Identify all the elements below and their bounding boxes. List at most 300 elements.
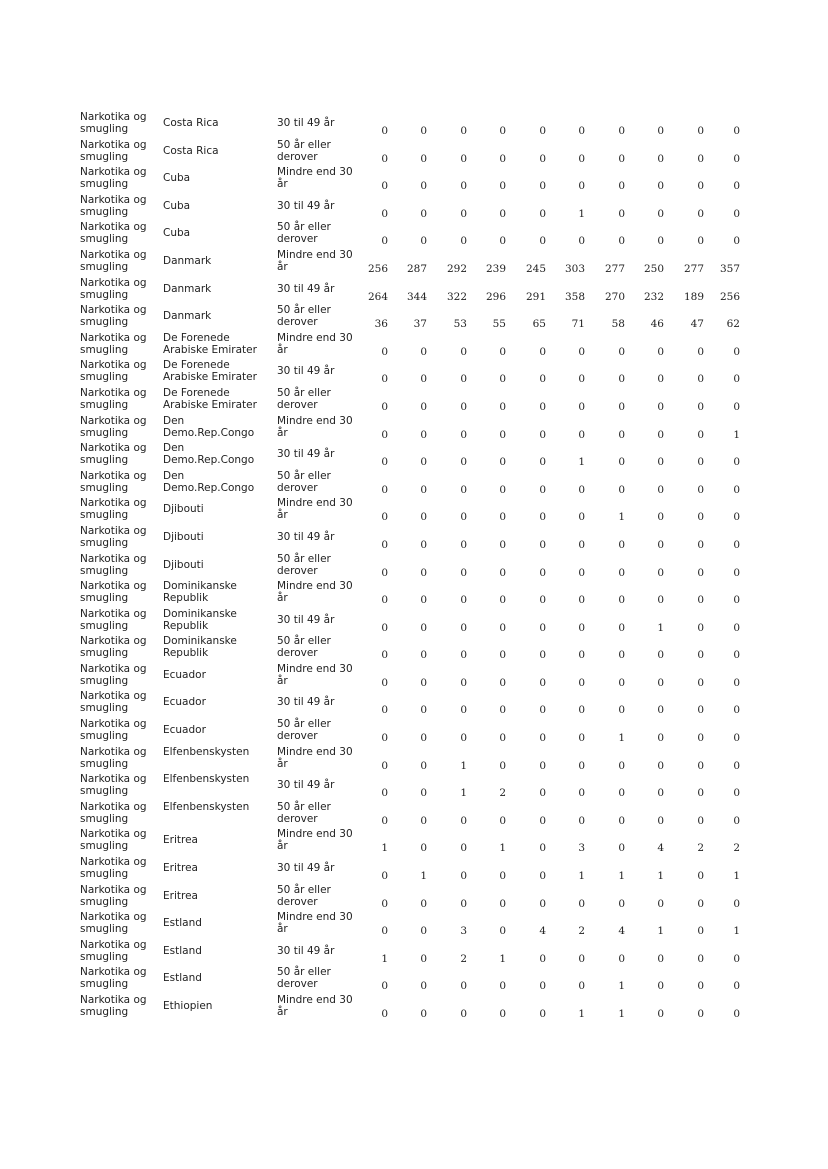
category-cell: Narkotika og smugling (80, 856, 147, 881)
value-cell: 0 (657, 511, 664, 524)
value-cell: 292 (446, 262, 467, 275)
category-cell: Narkotika og smugling (80, 138, 147, 163)
category-cell: Narkotika og smugling (80, 248, 147, 273)
category-cell: Narkotika og smugling (80, 331, 147, 356)
value-cell: 0 (697, 483, 704, 496)
value-cell: 0 (460, 538, 467, 551)
value-cell: 0 (578, 180, 585, 193)
value-cell: 0 (381, 704, 388, 717)
value-cell: 3 (578, 842, 585, 855)
value-cell: 2 (697, 842, 704, 855)
value-cell: 0 (618, 207, 625, 220)
category-cell: Narkotika og smugling (80, 911, 147, 936)
value-cell: 270 (604, 290, 625, 303)
value-cell: 0 (499, 980, 506, 993)
value-cell: 0 (460, 373, 467, 386)
table-row (80, 387, 750, 415)
category-cell: Narkotika og smugling (80, 718, 147, 743)
value-cell: 0 (733, 649, 740, 662)
value-cell: 1 (618, 732, 625, 745)
value-cell: 1 (499, 842, 506, 855)
value-cell: 0 (539, 759, 546, 772)
value-cell: 0 (578, 152, 585, 165)
value-cell: 1 (657, 621, 664, 634)
value-cell: 0 (499, 925, 506, 938)
country-cell: Cuba (163, 199, 191, 212)
country-cell: Danmark (163, 282, 212, 295)
value-cell: 58 (611, 318, 625, 331)
value-cell: 62 (726, 318, 740, 331)
value-cell: 0 (381, 897, 388, 910)
value-cell: 0 (420, 373, 427, 386)
value-cell: 0 (539, 704, 546, 717)
value-cell: 0 (460, 566, 467, 579)
value-cell: 0 (381, 566, 388, 579)
value-cell: 0 (539, 400, 546, 413)
value-cell: 0 (697, 566, 704, 579)
value-cell: 0 (420, 676, 427, 689)
value-cell: 0 (460, 704, 467, 717)
value-cell: 0 (733, 180, 740, 193)
value-cell: 0 (697, 125, 704, 137)
table-row (80, 911, 750, 939)
value-cell: 0 (420, 511, 427, 524)
value-cell: 0 (381, 428, 388, 441)
value-cell: 0 (460, 180, 467, 193)
value-cell: 0 (733, 207, 740, 220)
value-cell: 71 (571, 318, 585, 331)
age-group-cell: Mindre end 30 år (277, 745, 353, 770)
value-cell: 0 (733, 483, 740, 496)
value-cell: 0 (499, 759, 506, 772)
value-cell: 0 (460, 649, 467, 662)
category-cell: Narkotika og smugling (80, 938, 147, 963)
value-cell: 0 (733, 732, 740, 745)
value-cell: 0 (381, 787, 388, 800)
value-cell: 0 (539, 787, 546, 800)
value-cell: 0 (657, 538, 664, 551)
category-cell: Narkotika og smugling (80, 552, 147, 577)
value-cell: 0 (539, 676, 546, 689)
value-cell: 0 (381, 235, 388, 248)
value-cell: 1 (733, 925, 740, 938)
value-cell: 0 (539, 180, 546, 193)
value-cell: 0 (697, 759, 704, 772)
value-cell: 0 (697, 1008, 704, 1020)
value-cell: 0 (578, 732, 585, 745)
value-cell: 1 (618, 511, 625, 524)
value-cell: 0 (733, 787, 740, 800)
table-row (80, 525, 750, 553)
table-row (80, 856, 750, 884)
value-cell: 0 (381, 483, 388, 496)
value-cell: 0 (539, 207, 546, 220)
value-cell: 0 (381, 594, 388, 607)
age-group-cell: 30 til 49 år (277, 944, 335, 957)
country-cell: Den Demo.Rep.Congo (163, 442, 255, 467)
value-cell: 0 (697, 704, 704, 717)
value-cell: 0 (697, 207, 704, 220)
value-cell: 0 (657, 814, 664, 827)
value-cell: 1 (657, 925, 664, 938)
value-cell: 0 (578, 759, 585, 772)
value-cell: 0 (733, 759, 740, 772)
table-row (80, 304, 750, 332)
value-cell: 0 (733, 538, 740, 551)
category-cell: Narkotika og smugling (80, 828, 147, 853)
value-cell: 264 (367, 290, 388, 303)
value-cell: 357 (719, 262, 740, 275)
value-cell: 0 (539, 1008, 546, 1020)
value-cell: 303 (564, 262, 585, 275)
value-cell: 0 (499, 456, 506, 469)
value-cell: 0 (539, 125, 546, 137)
age-group-cell: Mindre end 30 år (277, 414, 353, 439)
value-cell: 0 (460, 980, 467, 993)
table-row (80, 139, 750, 167)
value-cell: 0 (420, 345, 427, 358)
value-cell: 0 (381, 456, 388, 469)
age-group-cell: Mindre end 30 år (277, 828, 353, 853)
country-cell: Costa Rica (163, 144, 219, 157)
value-cell: 0 (539, 456, 546, 469)
category-cell: Narkotika og smugling (80, 193, 147, 218)
value-cell: 0 (460, 207, 467, 220)
value-cell: 0 (499, 870, 506, 883)
value-cell: 1 (578, 870, 585, 883)
value-cell: 37 (413, 318, 427, 331)
value-cell: 0 (499, 428, 506, 441)
value-cell: 36 (374, 318, 388, 331)
value-cell: 0 (657, 897, 664, 910)
value-cell: 0 (420, 787, 427, 800)
value-cell: 2 (460, 952, 467, 965)
value-cell: 0 (697, 235, 704, 248)
value-cell: 1 (578, 207, 585, 220)
value-cell: 0 (420, 152, 427, 165)
country-cell: Estland (163, 917, 202, 930)
value-cell: 0 (697, 400, 704, 413)
value-cell: 0 (539, 594, 546, 607)
value-cell: 0 (733, 373, 740, 386)
value-cell: 0 (618, 897, 625, 910)
value-cell: 0 (499, 235, 506, 248)
value-cell: 0 (499, 676, 506, 689)
age-group-cell: 50 år eller derover (277, 800, 331, 825)
table-row (80, 994, 750, 1022)
value-cell: 0 (539, 621, 546, 634)
country-cell: Elfenbenskysten (163, 800, 250, 813)
table-row (80, 442, 750, 470)
value-cell: 0 (697, 980, 704, 993)
value-cell: 0 (460, 152, 467, 165)
table-row (80, 415, 750, 443)
value-cell: 0 (381, 373, 388, 386)
data-table (80, 111, 750, 1022)
age-group-cell: 50 år eller derover (277, 883, 331, 908)
value-cell: 0 (381, 345, 388, 358)
value-cell: 0 (618, 704, 625, 717)
value-cell: 0 (733, 814, 740, 827)
value-cell: 0 (460, 345, 467, 358)
value-cell: 0 (733, 676, 740, 689)
age-group-cell: 30 til 49 år (277, 282, 335, 295)
value-cell: 0 (618, 538, 625, 551)
value-cell: 0 (697, 538, 704, 551)
country-cell: Ethiopien (163, 1000, 213, 1012)
value-cell: 0 (381, 125, 388, 137)
category-cell: Narkotika og smugling (80, 304, 147, 329)
value-cell: 0 (381, 732, 388, 745)
category-cell: Narkotika og smugling (80, 386, 147, 411)
value-cell: 0 (499, 732, 506, 745)
value-cell: 0 (618, 676, 625, 689)
value-cell: 0 (460, 870, 467, 883)
value-cell: 0 (618, 594, 625, 607)
category-cell: Narkotika og smugling (80, 111, 147, 135)
country-cell: Elfenbenskysten (163, 745, 250, 758)
value-cell: 0 (420, 952, 427, 965)
value-cell: 0 (420, 842, 427, 855)
value-cell: 0 (697, 952, 704, 965)
table-row (80, 249, 750, 277)
value-cell: 0 (460, 897, 467, 910)
age-group-cell: Mindre end 30 år (277, 662, 353, 687)
age-group-cell: 50 år eller derover (277, 304, 331, 329)
value-cell: 0 (499, 207, 506, 220)
country-cell: De Forenede Arabiske Emirater (163, 331, 257, 356)
value-cell: 0 (657, 373, 664, 386)
value-cell: 0 (697, 814, 704, 827)
value-cell: 0 (499, 483, 506, 496)
value-cell: 0 (578, 980, 585, 993)
value-cell: 245 (525, 262, 546, 275)
age-group-cell: 30 til 49 år (277, 365, 335, 378)
value-cell: 0 (697, 787, 704, 800)
value-cell: 0 (460, 842, 467, 855)
category-cell: Narkotika og smugling (80, 607, 147, 632)
table-row (80, 801, 750, 829)
value-cell: 0 (697, 676, 704, 689)
value-cell: 0 (733, 621, 740, 634)
value-cell: 0 (499, 152, 506, 165)
category-cell: Narkotika og smugling (80, 883, 147, 908)
value-cell: 0 (657, 428, 664, 441)
value-cell: 0 (420, 400, 427, 413)
value-cell: 0 (657, 345, 664, 358)
value-cell: 0 (539, 649, 546, 662)
value-cell: 0 (381, 621, 388, 634)
value-cell: 0 (381, 870, 388, 883)
country-cell: Den Demo.Rep.Congo (163, 414, 255, 439)
value-cell: 250 (643, 262, 664, 275)
country-cell: Estland (163, 972, 202, 985)
value-cell: 0 (381, 1008, 388, 1020)
value-cell: 53 (453, 318, 467, 331)
value-cell: 0 (697, 594, 704, 607)
value-cell: 0 (460, 125, 467, 137)
age-group-cell: Mindre end 30 år (277, 166, 353, 191)
value-cell: 0 (733, 152, 740, 165)
country-cell: Ecuador (163, 696, 206, 709)
value-cell: 0 (539, 152, 546, 165)
value-cell: 0 (381, 538, 388, 551)
value-cell: 0 (618, 814, 625, 827)
category-cell: Narkotika og smugling (80, 745, 147, 770)
value-cell: 3 (460, 925, 467, 938)
value-cell: 0 (697, 511, 704, 524)
age-group-cell: 50 år eller derover (277, 966, 331, 991)
value-cell: 0 (657, 152, 664, 165)
value-cell: 0 (420, 814, 427, 827)
value-cell: 358 (564, 290, 585, 303)
value-cell: 1 (460, 787, 467, 800)
category-cell: Narkotika og smugling (80, 800, 147, 825)
value-cell: 0 (657, 456, 664, 469)
age-group-cell: 30 til 49 år (277, 448, 335, 461)
age-group-cell: 50 år eller derover (277, 718, 331, 743)
country-cell: Cuba (163, 172, 191, 185)
table-row (80, 111, 750, 139)
value-cell: 0 (539, 952, 546, 965)
value-cell: 0 (578, 787, 585, 800)
value-cell: 296 (485, 290, 506, 303)
value-cell: 1 (381, 952, 388, 965)
value-cell: 344 (406, 290, 427, 303)
value-cell: 0 (420, 704, 427, 717)
value-cell: 0 (539, 428, 546, 441)
value-cell: 0 (697, 345, 704, 358)
value-cell: 232 (643, 290, 664, 303)
country-cell: Eritrea (163, 834, 198, 847)
value-cell: 256 (719, 290, 740, 303)
category-cell: Narkotika og smugling (80, 414, 147, 439)
value-cell: 0 (460, 400, 467, 413)
value-cell: 0 (420, 456, 427, 469)
value-cell: 0 (381, 925, 388, 938)
value-cell: 0 (733, 456, 740, 469)
value-cell: 0 (697, 621, 704, 634)
value-cell: 0 (539, 897, 546, 910)
value-cell: 0 (697, 925, 704, 938)
table-row (80, 221, 750, 249)
value-cell: 0 (499, 180, 506, 193)
country-cell: Djibouti (163, 558, 204, 571)
value-cell: 0 (578, 952, 585, 965)
value-cell: 0 (460, 456, 467, 469)
value-cell: 0 (697, 428, 704, 441)
value-cell: 0 (578, 125, 585, 137)
value-cell: 0 (733, 235, 740, 248)
value-cell: 0 (657, 787, 664, 800)
country-cell: Dominikanske Republik (163, 580, 237, 605)
value-cell: 65 (532, 318, 546, 331)
value-cell: 0 (420, 207, 427, 220)
value-cell: 0 (460, 814, 467, 827)
table-row (80, 332, 750, 360)
value-cell: 0 (381, 511, 388, 524)
age-group-cell: 30 til 49 år (277, 613, 335, 626)
value-cell: 0 (733, 594, 740, 607)
value-cell: 0 (499, 594, 506, 607)
value-cell: 0 (420, 980, 427, 993)
value-cell: 0 (578, 621, 585, 634)
value-cell: 1 (499, 952, 506, 965)
value-cell: 0 (657, 1008, 664, 1020)
category-cell: Narkotika og smugling (80, 580, 147, 605)
category-cell: Narkotika og smugling (80, 773, 147, 798)
country-cell: Den Demo.Rep.Congo (163, 469, 255, 494)
value-cell: 1 (657, 870, 664, 883)
value-cell: 0 (657, 732, 664, 745)
value-cell: 0 (657, 594, 664, 607)
value-cell: 0 (657, 483, 664, 496)
value-cell: 0 (657, 566, 664, 579)
value-cell: 0 (657, 952, 664, 965)
age-group-cell: Mindre end 30 år (277, 911, 353, 936)
value-cell: 0 (618, 345, 625, 358)
category-cell: Narkotika og smugling (80, 524, 147, 549)
category-cell: Narkotika og smugling (80, 690, 147, 715)
value-cell: 0 (618, 483, 625, 496)
value-cell: 0 (657, 759, 664, 772)
value-cell: 1 (460, 759, 467, 772)
country-cell: Ecuador (163, 724, 206, 737)
table-row (80, 608, 750, 636)
value-cell: 0 (657, 400, 664, 413)
age-group-cell: 50 år eller derover (277, 386, 331, 411)
value-cell: 1 (420, 870, 427, 883)
value-cell: 0 (539, 538, 546, 551)
value-cell: 0 (578, 373, 585, 386)
table-row (80, 635, 750, 663)
country-cell: Estland (163, 944, 202, 957)
value-cell: 277 (683, 262, 704, 275)
value-cell: 0 (697, 897, 704, 910)
table-row (80, 690, 750, 718)
value-cell: 0 (499, 1008, 506, 1020)
value-cell: 0 (539, 373, 546, 386)
value-cell: 0 (460, 511, 467, 524)
value-cell: 256 (367, 262, 388, 275)
country-cell: Elfenbenskysten (163, 773, 250, 786)
table-row (80, 884, 750, 912)
value-cell: 0 (499, 897, 506, 910)
value-cell: 4 (657, 842, 664, 855)
value-cell: 1 (578, 1008, 585, 1020)
value-cell: 0 (578, 235, 585, 248)
age-group-cell: Mindre end 30 år (277, 580, 353, 605)
age-group-cell: 50 år eller derover (277, 635, 331, 660)
value-cell: 0 (539, 511, 546, 524)
value-cell: 0 (657, 125, 664, 137)
value-cell: 0 (460, 1008, 467, 1020)
value-cell: 0 (578, 511, 585, 524)
age-group-cell: 30 til 49 år (277, 696, 335, 709)
category-cell: Narkotika og smugling (80, 994, 147, 1018)
value-cell: 4 (539, 925, 546, 938)
value-cell: 0 (733, 125, 740, 137)
value-cell: 0 (420, 180, 427, 193)
value-cell: 1 (578, 456, 585, 469)
value-cell: 322 (446, 290, 467, 303)
value-cell: 0 (499, 400, 506, 413)
age-group-cell: 50 år eller derover (277, 221, 331, 246)
country-cell: Djibouti (163, 530, 204, 543)
category-cell: Narkotika og smugling (80, 442, 147, 467)
value-cell: 0 (697, 152, 704, 165)
value-cell: 0 (578, 428, 585, 441)
